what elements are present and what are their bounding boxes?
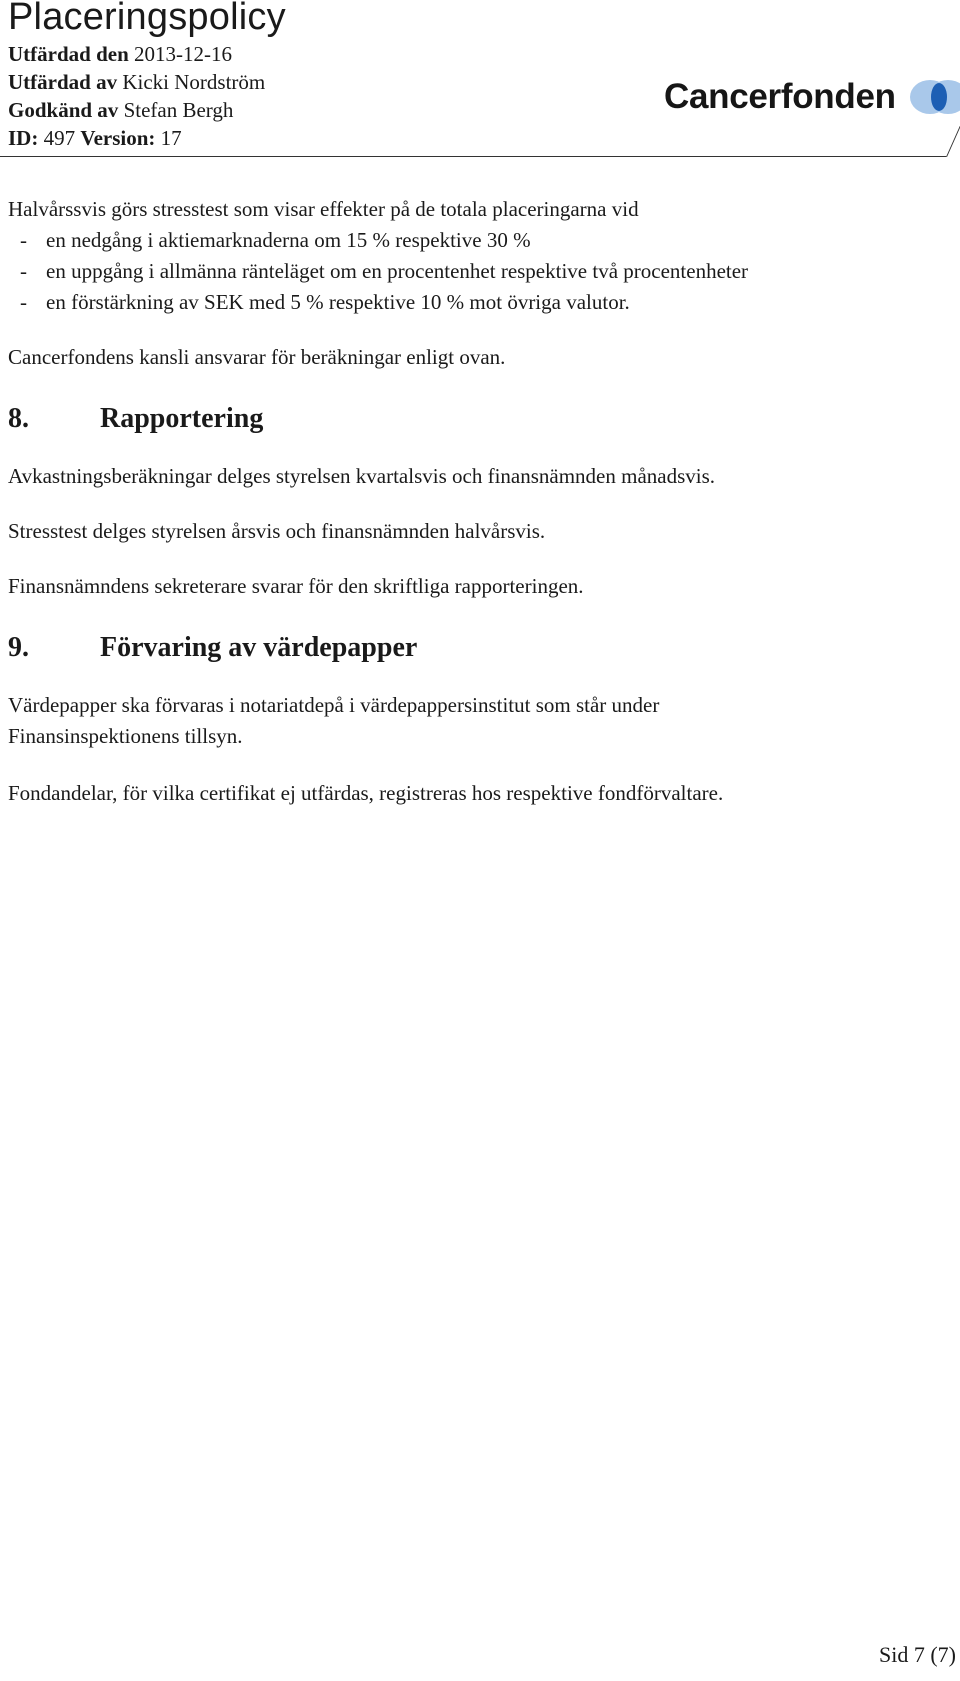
issued-date: Utfärdad den 2013-12-16 xyxy=(8,42,233,66)
document-metadata xyxy=(8,40,265,152)
section-heading-forvaring xyxy=(8,630,928,666)
issued-by: Utfärdad av Kicki Nordström xyxy=(8,70,266,94)
paragraph: Värdepapper ska förvaras i notariatdepå i värdepappersinstitut som står under Finansinspektionens tillsyn. xyxy=(8,693,660,748)
section-title: Rapportering xyxy=(100,403,264,434)
page-number: Sid 7 (7) xyxy=(879,1642,956,1667)
paragraph: Fondandelar, för vilka certifikat ej utfärdas, registreras hos respektive fondförvaltare. xyxy=(8,781,724,805)
header-divider-corner xyxy=(946,126,960,157)
section-heading-rapportering xyxy=(8,401,928,437)
list-item: - en uppgång i allmänna ränteläget om en procentenhet respektive två procentenheter xyxy=(20,256,928,287)
approved-by: Godkänd av Stefan Bergh xyxy=(8,98,234,122)
list-item: - en nedgång i aktiemarknaderna om 15 % respektive 30 % xyxy=(20,225,928,256)
section-title: Förvaring av värdepapper xyxy=(100,632,418,663)
responsibility-paragraph: Cancerfondens kansli ansvarar för beräkningar enligt ovan. xyxy=(8,345,506,369)
paragraph: Avkastningsberäkningar delges styrelsen kvartalsvis och finansnämnden månadsvis. xyxy=(8,464,716,488)
logo-text: Cancerfonden xyxy=(664,77,896,116)
header-divider xyxy=(0,156,946,157)
stresstest-intro: Halvårssvis görs stresstest som visar effekter på de totala placeringarna vid xyxy=(8,197,639,221)
stresstest-list xyxy=(8,225,928,318)
document-body xyxy=(8,194,928,809)
cancerfonden-logo xyxy=(664,74,960,120)
list-item: - en förstärkning av SEK med 5 % respektive 10 % mot övriga valutor. xyxy=(20,287,928,318)
document-id-version: ID: 497 Version: 17 xyxy=(8,126,182,150)
paragraph: Finansnämndens sekreterare svarar för den skriftliga rapporteringen. xyxy=(8,574,584,598)
document-title: Placeringspolicy xyxy=(8,0,286,38)
section-number: 9. xyxy=(8,632,29,663)
cancerfonden-logo-icon xyxy=(908,77,960,117)
paragraph: Stresstest delges styrelsen årsvis och finansnämnden halvårsvis. xyxy=(8,519,546,543)
section-number: 8. xyxy=(8,403,29,434)
